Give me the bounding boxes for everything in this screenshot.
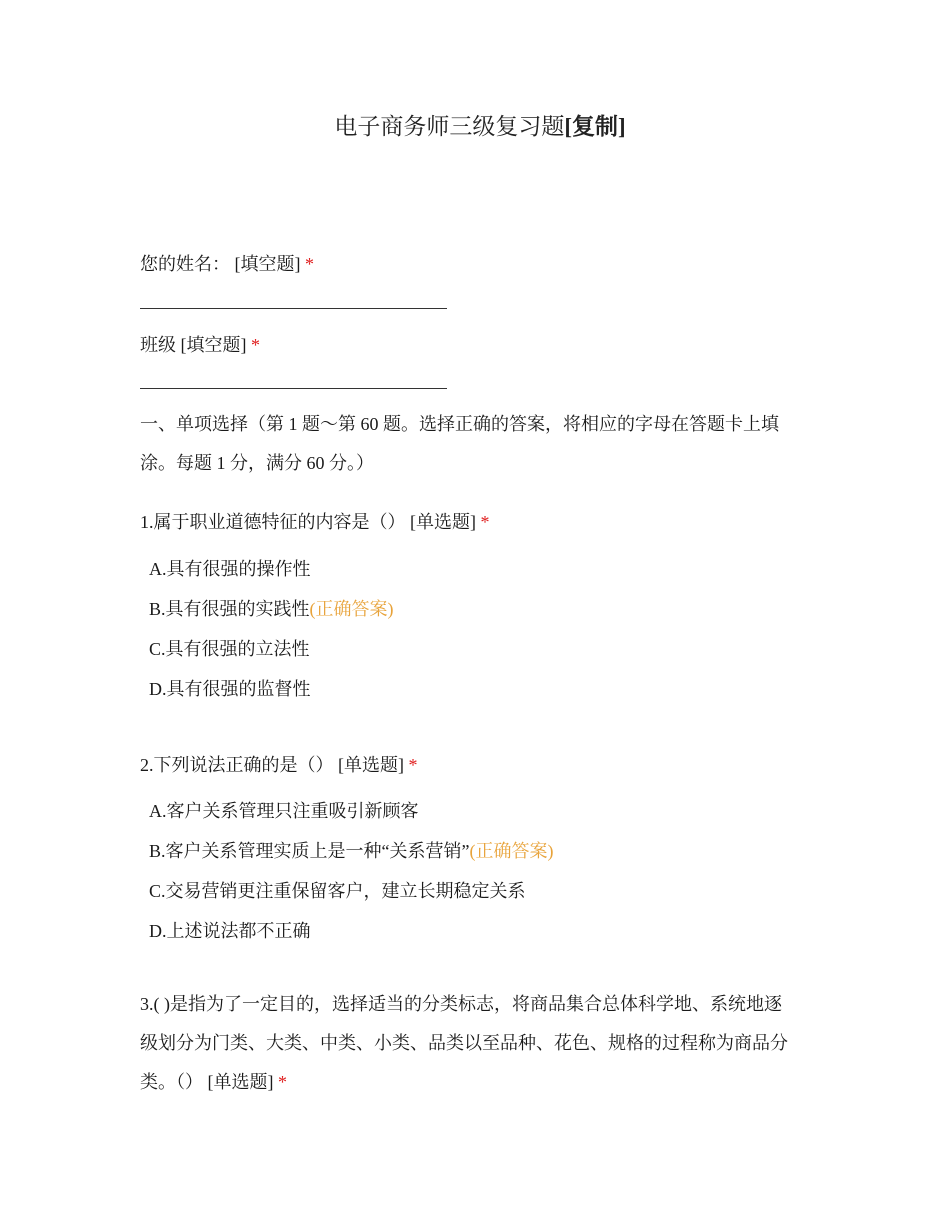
field-name-text: 您的姓名： bbox=[140, 254, 230, 274]
question-1-type: [单选题] bbox=[410, 512, 476, 532]
page-title-text: 电子商务师三级复习题 bbox=[334, 114, 565, 139]
field-class-type: [填空题] bbox=[180, 335, 247, 355]
page-title bbox=[0, 112, 950, 142]
section-description-line-2: 涂。每题 1 分，满分 60 分。） bbox=[140, 453, 374, 473]
correct-answer-mark: (正确答案) bbox=[469, 841, 554, 861]
question-2-type: [单选题] bbox=[338, 755, 404, 775]
option-text: D.具有很强的监督性 bbox=[149, 679, 311, 699]
question-3-stem bbox=[140, 985, 820, 1102]
option-text: C.具有很强的立法性 bbox=[149, 639, 310, 659]
question-1-text: 1.属于职业道德特征的内容是（） bbox=[140, 512, 406, 532]
question-2-option-b[interactable] bbox=[149, 839, 553, 863]
question-2-text: 2.下列说法正确的是（） bbox=[140, 755, 334, 775]
correct-answer-mark: (正确答案) bbox=[309, 599, 394, 619]
option-text: B.客户关系管理实质上是一种“关系营销” bbox=[149, 841, 470, 861]
option-text: C.交易营销更注重保留客户，建立长期稳定关系 bbox=[149, 881, 526, 901]
question-1-option-c[interactable] bbox=[149, 637, 310, 661]
required-mark: * bbox=[408, 755, 418, 775]
required-mark: * bbox=[251, 335, 260, 355]
field-name-type: [填空题] bbox=[234, 254, 301, 274]
required-mark: * bbox=[480, 512, 490, 532]
question-2-option-a[interactable] bbox=[149, 799, 419, 823]
question-1-option-a[interactable] bbox=[149, 557, 311, 581]
question-2-option-c[interactable] bbox=[149, 879, 526, 903]
question-1-option-b[interactable] bbox=[149, 597, 394, 621]
option-text: A.客户关系管理只注重吸引新顾客 bbox=[149, 801, 419, 821]
section-description-line-1: 一、单项选择（第 1 题～第 60 题。选择正确的答案，将相应的字母在答题卡上填 bbox=[140, 414, 779, 434]
question-3-text-line-2: 级划分为门类、大类、中类、小类、品类以至品种、花色、规格的过程称为商品分 bbox=[140, 1033, 788, 1053]
question-3-type: [单选题] bbox=[207, 1072, 274, 1092]
field-name-input-line[interactable] bbox=[140, 308, 447, 309]
option-text: A.具有很强的操作性 bbox=[149, 559, 311, 579]
question-2-option-d[interactable] bbox=[149, 919, 311, 943]
section-description bbox=[140, 405, 820, 483]
field-name-label bbox=[140, 252, 314, 276]
question-3-text-line-3 bbox=[140, 1063, 820, 1102]
field-class-input-line[interactable] bbox=[140, 388, 447, 389]
required-mark: * bbox=[278, 1072, 287, 1092]
question-3-text-line-1: 3.( )是指为了一定目的，选择适当的分类标志，将商品集合总体科学地、系统地逐 bbox=[140, 994, 782, 1014]
question-1-option-d[interactable] bbox=[149, 677, 311, 701]
page-title-suffix: [复制] bbox=[564, 114, 626, 139]
question-1-stem bbox=[140, 510, 490, 534]
question-2-stem bbox=[140, 753, 418, 777]
option-text: B.具有很强的实践性 bbox=[149, 599, 310, 619]
field-class-label bbox=[140, 333, 260, 357]
required-mark: * bbox=[305, 254, 314, 274]
field-class-text: 班级 bbox=[140, 335, 176, 355]
option-text: D.上述说法都不正确 bbox=[149, 921, 311, 941]
question-3-text-end: 类。（） bbox=[140, 1072, 203, 1092]
